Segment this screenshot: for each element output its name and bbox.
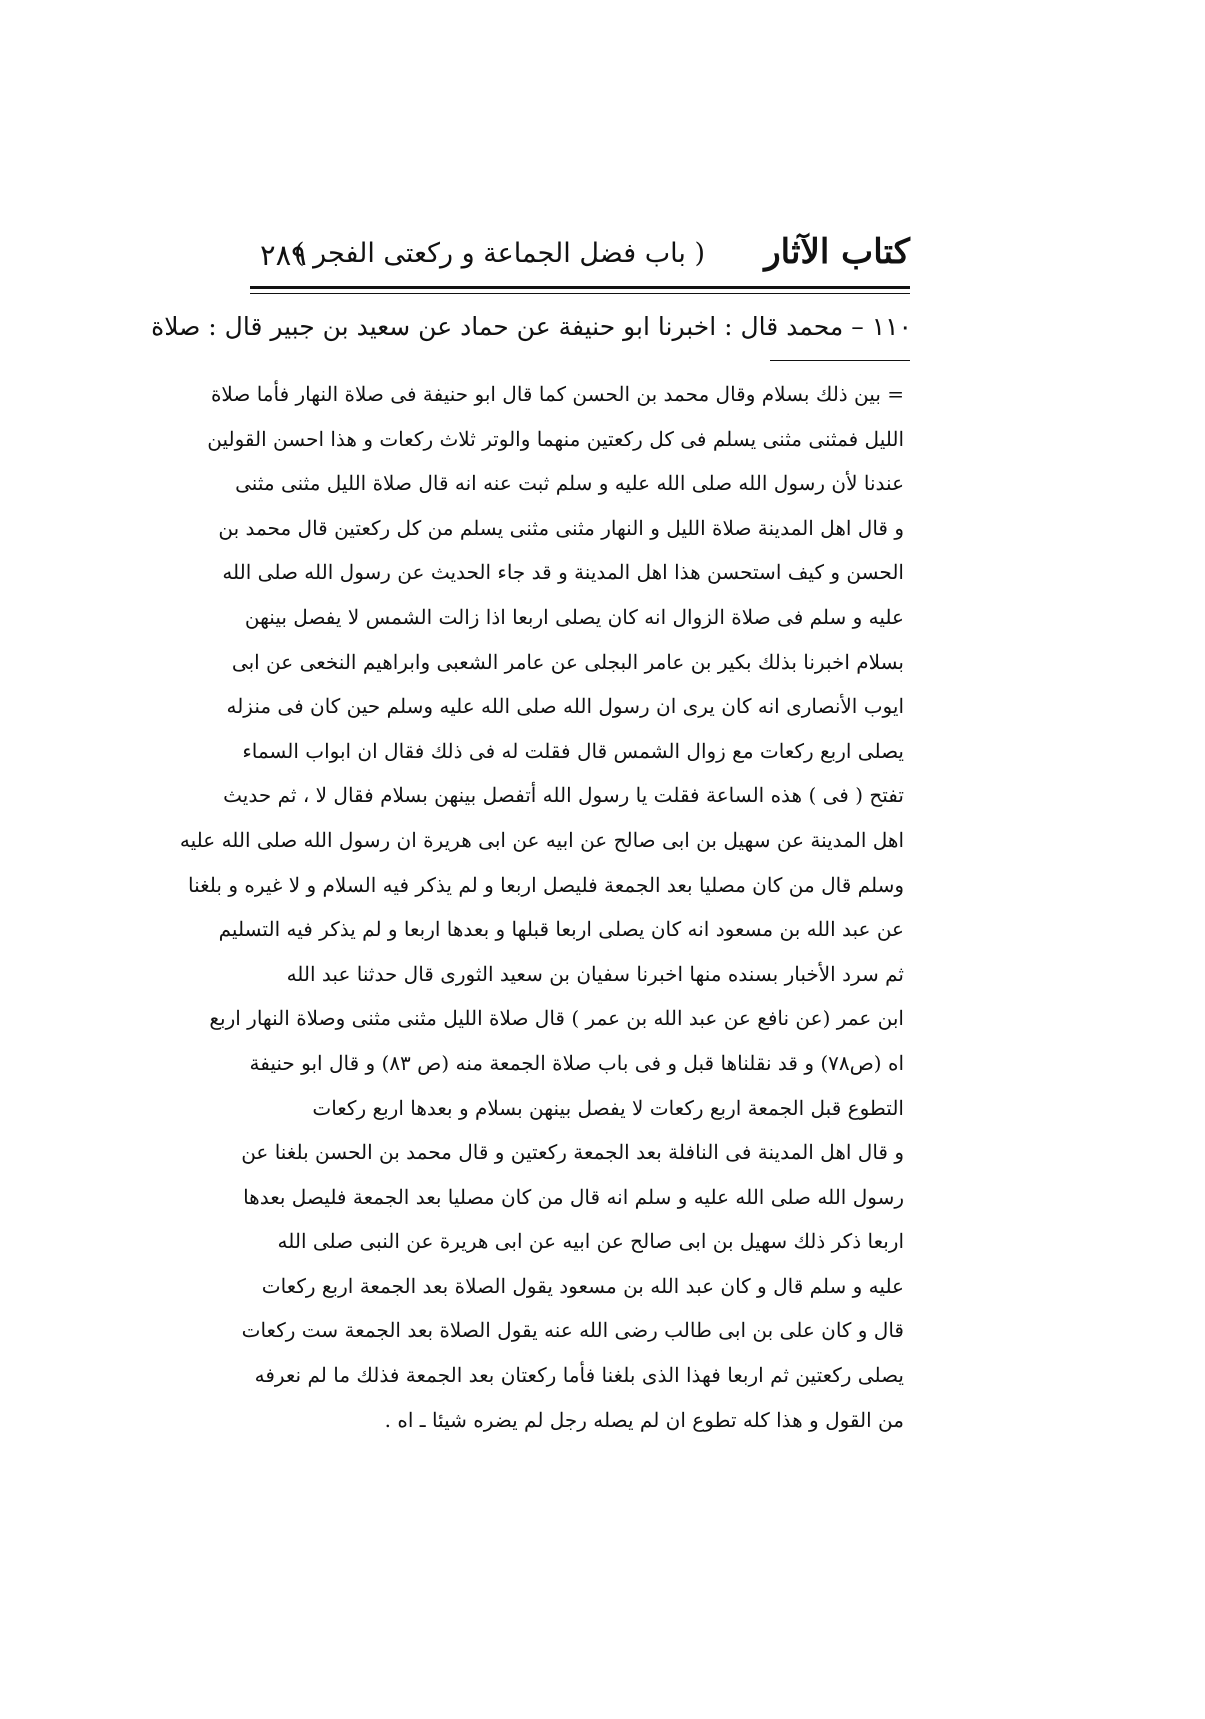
page-header [250,232,910,282]
footnote-line: ايوب الأنصارى انه كان يرى ان رسول الله صلى الله عليه وسلم حين كان فى منزله [226,694,904,719]
footnote-line: بسلام اخبرنا بذلك بكير بن عامر البجلى عن عامر الشعبى وابراهيم النخعى عن ابى [231,649,904,674]
footnote-line: رسول الله صلى الله عليه و سلم انه قال من كان مصليا بعد الجمعة فليصل بعدها [243,1184,904,1209]
footnote-line: تفتح ( فى ) هذه الساعة فقلت يا رسول الله أتفصل بينهن بسلام فقال لا ، ثم حديث [223,783,904,808]
footnote-line: عن عبد الله بن مسعود انه كان يصلى اربعا قبلها و بعدها اربعا و لم يذكر فيه التسليم [218,917,904,942]
footnote-line: عليه و سلم قال و كان عبد الله بن مسعود يقول الصلاة بعد الجمعة اربع ركعات [261,1273,904,1298]
footnote-line: قال و كان على بن ابى طالب رضى الله عنه يقول الصلاة بعد الجمعة ست ركعات [241,1318,904,1343]
chapter-title: ( باب فضل الجماعة و ركعتى الفجر ) [294,238,705,269]
footnote-line: اه (ص٧٨) و قد نقلناها قبل و فى باب صلاة الجمعة منه (ص ٨٣) و قال ابو حنيفة [249,1050,904,1075]
footnote-line: اربعا ذكر ذلك سهيل بن ابى صالح عن ابيه عن ابى هريرة عن النبى صلى الله [277,1229,904,1254]
footnote-line: ثم سرد الأخبار بسنده منها اخبرنا سفيان بن سعيد الثورى قال حدثنا عبد الله [286,961,904,986]
footnote-line: من القول و هذا كله تطوع ان لم يصله رجل لم يضره شيئا ـ اه . [384,1407,904,1432]
footnote-line: = بين ذلك بسلام وقال محمد بن الحسن كما قال ابو حنيفة فى صلاة النهار فأما صلاة [210,382,904,406]
footnote-line: اهل المدينة عن سهيل بن ابى صالح عن ابيه عن ابى هريرة ان رسول الله صلى الله عليه [179,827,904,852]
footnote-line: عليه و سلم فى صلاة الزوال انه كان يصلى اربعا اذا زالت الشمس لا يفصل بينهن [244,604,904,629]
footnote-body [179,372,904,1442]
footnote-line: يصلى اربع ركعات مع زوال الشمس قال فقلت له فى ذلك فقال ان ابواب السماء [242,738,904,763]
page-number: ٢٨٩ [260,238,307,272]
footnote-line: الحسن و كيف استحسن هذا اهل المدينة و قد جاء الحديث عن رسول الله صلى الله [222,560,904,585]
footnote-line: عندنا لأن رسول الله صلى الله عليه و سلم ثبت عنه انه قال صلاة الليل مثنى مثنى [235,471,904,496]
footnote-line: التطوع قبل الجمعة اربع ركعات لا يفصل بينهن بسلام و بعدها اربع ركعات [312,1095,904,1120]
footnote-separator [770,360,910,361]
footnote-line: ابن عمر (عن نافع عن عبد الله بن عمر ) قال صلاة الليل مثنى مثنى وصلاة النهار اربع [209,1006,904,1031]
header-rule-thin [250,293,910,294]
main-text: ١١٠ – محمد قال : اخبرنا ابو حنيفة عن حماد عن سعيد بن جبير قال : صلاة [151,312,912,341]
footnote-line: وسلم قال من كان مصليا بعد الجمعة فليصل اربعا و لم يذكر فيه السلام و لا غيره و بلغنا [188,872,904,897]
footnote-line: و قال اهل المدينة فى النافلة بعد الجمعة ركعتين و قال محمد بن الحسن بلغنا عن [241,1140,904,1165]
footnote-line: يصلى ركعتين ثم اربعا فهذا الذى بلغنا فأما ركعتان بعد الجمعة فذلك ما لم نعرفه [254,1363,904,1388]
footnote-line: و قال اهل المدينة صلاة الليل و النهار مثنى مثنى يسلم من كل ركعتين قال محمد بن [218,515,904,540]
footnote-line: الليل فمثنى مثنى يسلم فى كل ركعتين منهما والوتر ثلاث ركعات و هذا احسن القولين [207,426,904,451]
header-rule-thick [250,286,910,289]
book-title: كتاب الآثار [764,232,910,272]
